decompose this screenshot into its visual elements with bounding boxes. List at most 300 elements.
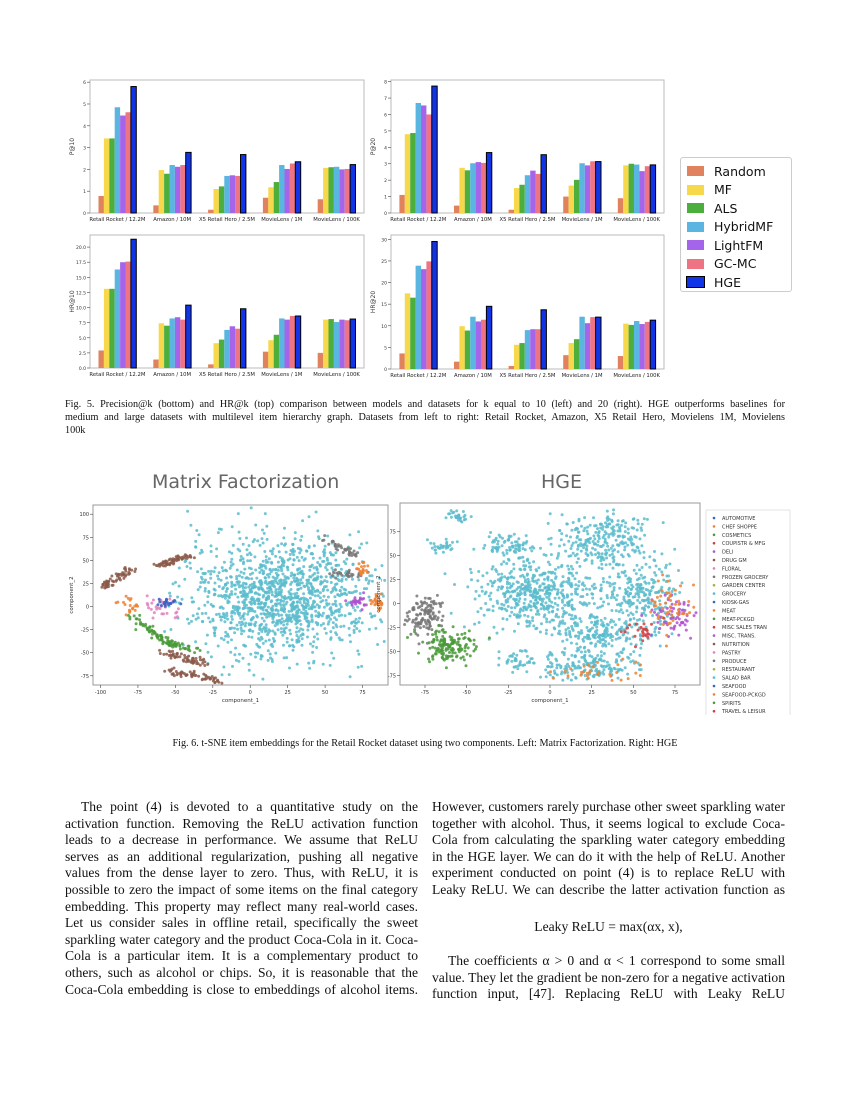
scatter-point <box>357 666 360 669</box>
scatter-point <box>213 570 216 573</box>
scatter-point <box>280 589 283 592</box>
scatter-point <box>230 615 233 618</box>
scatter-point <box>456 654 459 657</box>
scatter-point <box>493 580 496 583</box>
y-axis-label: P@20 <box>370 137 377 156</box>
scatter-point <box>509 596 512 599</box>
scatter-point <box>327 543 330 546</box>
scatter-point <box>630 643 633 646</box>
y-tick-label: 5 <box>384 129 387 135</box>
scatter-point <box>553 627 556 630</box>
scatter-point <box>195 657 198 660</box>
scatter-point <box>580 674 583 677</box>
scatter-point <box>484 592 487 595</box>
scatter-point <box>270 561 273 564</box>
scatter-point <box>570 529 573 532</box>
scatter-point <box>355 618 358 621</box>
scatter-point <box>517 622 520 625</box>
scatter-point <box>310 607 313 610</box>
scatter-point <box>234 593 237 596</box>
scatter-point <box>230 585 233 588</box>
scatter-point <box>528 562 531 565</box>
scatter-point <box>122 577 125 580</box>
scatter-point <box>593 537 596 540</box>
y-axis-label: P@10 <box>69 137 76 156</box>
scatter-point <box>166 563 169 566</box>
scatter-point <box>293 559 296 562</box>
scatter-point <box>608 563 611 566</box>
scatter-point <box>607 536 610 539</box>
scatter-point <box>238 537 241 540</box>
x-tick-label: 50 <box>321 690 329 696</box>
scatter-point <box>524 580 527 583</box>
scatter-point <box>406 615 409 618</box>
x-tick-label: X5 Retail Hero / 2.5M <box>499 373 556 379</box>
y-tick-label: 5.0 <box>78 336 86 342</box>
scatter-point <box>221 673 224 676</box>
scatter-point <box>575 677 578 680</box>
scatter-point <box>170 643 173 646</box>
legend-item <box>687 255 791 274</box>
bar-hge <box>241 155 246 213</box>
scatter-point <box>547 604 550 607</box>
scatter-point <box>308 590 311 593</box>
tsne-hge-plot <box>370 498 795 715</box>
scatter-point <box>508 549 511 552</box>
scatter-point <box>258 571 261 574</box>
scatter-point <box>348 634 351 637</box>
scatter-point <box>592 516 595 519</box>
scatter-point <box>525 608 528 611</box>
y-tick-label: 6 <box>384 113 387 119</box>
scatter-point <box>596 527 599 530</box>
scatter-point <box>522 606 525 609</box>
scatter-point <box>564 631 567 634</box>
scatter-point <box>564 550 567 553</box>
scatter-point <box>187 648 190 651</box>
scatter-point <box>562 613 565 616</box>
scatter-point <box>431 547 434 550</box>
scatter-point <box>617 550 620 553</box>
scatter-point <box>433 616 436 619</box>
scatter-point <box>551 610 554 613</box>
x-tick-label: 25 <box>588 690 595 696</box>
scatter-point <box>624 530 627 533</box>
scatter-point <box>296 601 299 604</box>
legend-label: DELI <box>722 549 734 556</box>
scatter-point <box>550 543 553 546</box>
scatter-point <box>422 625 425 628</box>
scatter-point <box>605 563 608 566</box>
scatter-point <box>443 545 446 548</box>
scatter-point <box>510 575 513 578</box>
scatter-point <box>516 667 519 670</box>
scatter-cluster <box>445 509 473 523</box>
scatter-point <box>612 620 615 623</box>
scatter-point <box>214 676 217 679</box>
scatter-point <box>639 633 642 636</box>
x-tick-label: Amazon / 10M <box>453 217 492 223</box>
scatter-point <box>229 575 232 578</box>
scatter-point <box>417 652 420 655</box>
scatter-cluster <box>163 667 223 685</box>
scatter-point <box>478 621 481 624</box>
scatter-point <box>643 556 646 559</box>
scatter-point <box>280 542 283 545</box>
chart-p-at-20 <box>365 75 675 225</box>
fig5-caption-line: Fig. 5. Precision@k (bottom) and HR@k (top) comparison between models and datasets for k equal to 10 (left) and 20 (right). HGE outperforms baselines for <box>65 399 785 410</box>
scatter-point <box>606 594 609 597</box>
scatter-point <box>209 573 212 576</box>
legend-label: GC-MC <box>714 256 757 272</box>
scatter-point <box>539 595 542 598</box>
y-tick-label: 15 <box>381 303 387 309</box>
scatter-point <box>217 645 220 648</box>
scatter-point <box>442 628 445 631</box>
scatter-point <box>569 536 572 539</box>
scatter-point <box>269 656 272 659</box>
scatter-point <box>498 607 501 610</box>
scatter-point <box>503 541 506 544</box>
scatter-point <box>665 645 668 648</box>
scatter-point <box>599 559 602 562</box>
scatter-point <box>356 649 359 652</box>
scatter-point <box>260 655 263 658</box>
scatter-point <box>613 586 616 589</box>
scatter-point <box>232 605 235 608</box>
scatter-point <box>552 677 555 680</box>
scatter-point <box>540 603 543 606</box>
scatter-point <box>554 658 557 661</box>
scatter-point <box>648 582 651 585</box>
scatter-point <box>117 573 120 576</box>
scatter-point <box>497 573 500 576</box>
scatter-point <box>420 608 423 611</box>
x-tick-label: -50 <box>462 690 471 696</box>
scatter-point <box>523 614 526 617</box>
scatter-point <box>287 559 290 562</box>
legend-label: FLORAL <box>722 566 741 573</box>
scatter-point <box>262 560 265 563</box>
scatter-point <box>615 660 618 663</box>
scatter-point <box>173 600 176 603</box>
y-tick-label: 5 <box>83 102 86 108</box>
scatter-point <box>529 594 532 597</box>
scatter-point <box>588 637 591 640</box>
scatter-point <box>238 574 241 577</box>
legend-marker <box>713 601 716 604</box>
bar-hge <box>650 165 655 213</box>
scatter-point <box>263 550 266 553</box>
scatter-point <box>338 608 341 611</box>
scatter-point <box>133 614 136 617</box>
scatter-point <box>462 637 465 640</box>
scatter-point <box>258 566 261 569</box>
bar-random <box>454 206 459 213</box>
scatter-point <box>297 636 300 639</box>
scatter-point <box>348 612 351 615</box>
scatter-point <box>197 675 200 678</box>
scatter-point <box>223 638 226 641</box>
scatter-point <box>624 546 627 549</box>
scatter-point <box>201 620 204 623</box>
scatter-point <box>559 633 562 636</box>
scatter-point <box>642 551 645 554</box>
scatter-point <box>517 586 520 589</box>
scatter-point <box>253 585 256 588</box>
body-text-line: Let us consider sales in offline retail, specifically the sweet <box>65 915 418 931</box>
scatter-point <box>290 620 293 623</box>
scatter-point <box>146 604 149 607</box>
body-text-line: activation function. Removing the ReLU activation function <box>65 815 418 831</box>
scatter-point <box>283 561 286 564</box>
scatter-point <box>214 566 217 569</box>
scatter-point <box>582 546 585 549</box>
scatter-point <box>647 606 650 609</box>
scatter-point <box>272 637 275 640</box>
scatter-point <box>330 652 333 655</box>
bar-lightfm <box>339 169 344 213</box>
scatter-point <box>253 555 256 558</box>
scatter-point <box>204 612 207 615</box>
scatter-point <box>206 601 209 604</box>
scatter-point <box>592 540 595 543</box>
bar-hybridmf <box>334 322 339 368</box>
scatter-point <box>632 518 635 521</box>
scatter-point <box>571 568 574 571</box>
scatter-point <box>567 540 570 543</box>
scatter-point <box>661 607 664 610</box>
scatter-point <box>415 617 418 620</box>
scatter-point <box>575 541 578 544</box>
scatter-point <box>549 670 552 673</box>
scatter-point <box>338 579 341 582</box>
body-text-line: together with alcohol. Thus, it seems logical to exclude Coca- <box>432 815 785 831</box>
scatter-point <box>432 611 435 614</box>
scatter-point <box>283 656 286 659</box>
scatter-point <box>193 670 196 673</box>
y-tick-label: 10 <box>381 324 387 330</box>
scatter-point <box>271 591 274 594</box>
bar-mf <box>569 343 574 369</box>
scatter-point <box>540 622 543 625</box>
x-tick-label: Retail Rocket / 12.2M <box>89 372 146 378</box>
y-axis-label: HR@20 <box>370 290 377 314</box>
scatter-point <box>156 603 159 606</box>
scatter-point <box>150 602 153 605</box>
scatter-point <box>558 545 561 548</box>
scatter-point <box>162 653 165 656</box>
scatter-point <box>362 568 365 571</box>
scatter-point <box>624 521 627 524</box>
scatter-point <box>206 663 209 666</box>
scatter-point <box>366 564 369 567</box>
bar-mf <box>268 340 273 368</box>
legend-marker <box>713 550 716 553</box>
scatter-point <box>322 539 325 542</box>
scatter-point <box>612 534 615 537</box>
scatter-point <box>159 652 162 655</box>
body-text-line: sparkling water category and the product Coca-Cola in it. Coca- <box>65 931 418 947</box>
scatter-point <box>580 651 583 654</box>
scatter-point <box>233 584 236 587</box>
scatter-point <box>176 596 179 599</box>
scatter-point <box>512 563 515 566</box>
scatter-point <box>178 567 181 570</box>
scatter-point <box>429 542 432 545</box>
scatter-point <box>577 584 580 587</box>
scatter-point <box>560 591 563 594</box>
scatter-point <box>277 569 280 572</box>
fig5-caption-line: medium and large datasets with multilevel item hierarchy graph. Datasets from left to right: Retail Rocket, Amazon, X5 Retail Hero, Movielens 1M, Movielens <box>65 412 785 423</box>
scatter-point <box>640 526 643 529</box>
scatter-point <box>340 614 343 617</box>
scatter-cluster <box>321 534 359 558</box>
scatter-point <box>215 547 218 550</box>
scatter-point <box>277 591 280 594</box>
scatter-point <box>608 522 611 525</box>
scatter-point <box>189 524 192 527</box>
scatter-point <box>309 597 312 600</box>
bar-als <box>629 325 634 369</box>
scatter-point <box>178 585 181 588</box>
bar-gc-mc <box>345 169 350 213</box>
bar-gc-mc <box>126 262 131 368</box>
scatter-point <box>311 620 314 623</box>
scatter-point <box>250 591 253 594</box>
scatter-point <box>632 543 635 546</box>
scatter-point <box>528 603 531 606</box>
scatter-point <box>462 515 465 518</box>
scatter-point <box>537 566 540 569</box>
scatter-point <box>632 650 635 653</box>
scatter-point <box>584 650 587 653</box>
scatter-point <box>545 554 548 557</box>
scatter-point <box>666 607 669 610</box>
scatter-point <box>604 617 607 620</box>
bar-lightfm <box>120 262 125 368</box>
scatter-point <box>457 648 460 651</box>
y-tick-label: 2 <box>384 179 387 185</box>
scatter-point <box>208 591 211 594</box>
scatter-point <box>593 674 596 677</box>
scatter-point <box>286 597 289 600</box>
scatter-point <box>272 568 275 571</box>
scatter-point <box>309 642 312 645</box>
scatter-point <box>629 619 632 622</box>
scatter-point <box>218 528 221 531</box>
scatter-point <box>243 568 246 571</box>
scatter-point <box>111 584 114 587</box>
scatter-point <box>600 597 603 600</box>
scatter-point <box>451 640 454 643</box>
scatter-point <box>251 617 254 620</box>
scatter-point <box>426 633 429 636</box>
scatter-point <box>354 600 357 603</box>
scatter-point <box>244 586 247 589</box>
scatter-point <box>184 560 187 563</box>
scatter-point <box>595 629 598 632</box>
scatter-point <box>674 603 677 606</box>
scatter-point <box>629 578 632 581</box>
scatter-point <box>308 515 311 518</box>
scatter-point <box>337 543 340 546</box>
scatter-point <box>635 610 638 613</box>
scatter-point <box>250 601 253 604</box>
scatter-point <box>358 546 361 549</box>
scatter-point <box>319 600 322 603</box>
scatter-point <box>150 630 153 633</box>
scatter-point <box>245 598 248 601</box>
scatter-point <box>554 602 557 605</box>
scatter-point <box>105 585 108 588</box>
scatter-point <box>578 667 581 670</box>
scatter-point <box>510 541 513 544</box>
scatter-point <box>632 596 635 599</box>
bar-hybridmf <box>334 167 339 213</box>
body-text-line: experiment conducted on point (4) is to replace ReLU with <box>432 865 785 881</box>
scatter-point <box>450 648 453 651</box>
y-tick-label: 6 <box>83 81 86 87</box>
scatter-point <box>491 582 494 585</box>
scatter-point <box>496 589 499 592</box>
scatter-point <box>210 550 213 553</box>
scatter-point <box>581 588 584 591</box>
scatter-point <box>640 614 643 617</box>
scatter-point <box>670 614 673 617</box>
scatter-point <box>537 578 540 581</box>
bar-random <box>618 198 623 213</box>
scatter-point <box>216 575 219 578</box>
scatter-point <box>627 677 630 680</box>
scatter-point <box>268 615 271 618</box>
scatter-point <box>169 670 172 673</box>
scatter-cluster <box>147 506 386 680</box>
scatter-point <box>265 609 268 612</box>
scatter-point <box>435 630 438 633</box>
scatter-point <box>518 597 521 600</box>
scatter-point <box>480 607 483 610</box>
scatter-point <box>612 525 615 528</box>
scatter-point <box>445 538 448 541</box>
scatter-point <box>290 604 293 607</box>
scatter-point <box>450 547 453 550</box>
scatter-point <box>683 603 686 606</box>
scatter-point <box>646 629 649 632</box>
scatter-point <box>302 597 305 600</box>
scatter-point <box>106 582 109 585</box>
scatter-point <box>507 605 510 608</box>
scatter-point <box>332 657 335 660</box>
scatter-point <box>658 627 661 630</box>
scatter-point <box>220 615 223 618</box>
scatter-point <box>602 544 605 547</box>
scatter-point <box>578 580 581 583</box>
bar-lightfm <box>120 116 125 213</box>
scatter-point <box>174 581 177 584</box>
y-tick-label: 75 <box>82 535 89 542</box>
scatter-point <box>414 625 417 628</box>
scatter-point <box>678 591 681 594</box>
scatter-point <box>581 595 584 598</box>
scatter-point <box>500 563 503 566</box>
fig5-legend <box>680 157 792 292</box>
bar-gc-mc <box>536 329 541 369</box>
scatter-point <box>363 565 366 568</box>
scatter-point <box>264 580 267 583</box>
scatter-point <box>263 620 266 623</box>
scatter-point <box>289 598 292 601</box>
